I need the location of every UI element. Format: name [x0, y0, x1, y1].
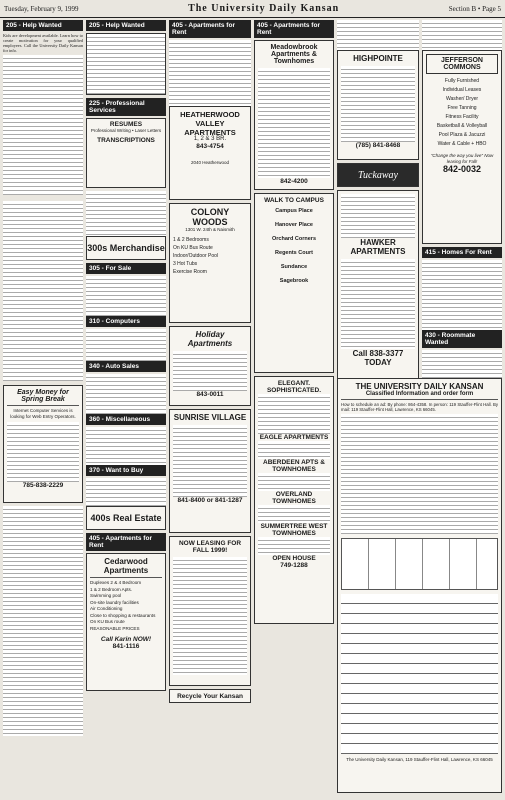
feature-item: Duplexes 2 & 4 Bedroom	[90, 580, 142, 585]
ad-phone: Call 838-3377 TODAY	[352, 349, 404, 367]
masthead-date: Tuesday, February 9, 1999	[4, 4, 79, 13]
highpointe-ad	[337, 50, 419, 160]
section-heading: 205 - Help Wanted	[86, 20, 166, 31]
hawker-ad	[337, 190, 419, 380]
masthead-section: Section B • Page 5	[448, 4, 501, 13]
section-heading: 430 - Roommate Wanted	[422, 330, 502, 348]
ad-phone: 841-8400 or 841-1287	[177, 497, 243, 504]
ad-title: HIGHPOINTE	[353, 54, 403, 63]
section-heading: 305 - For Sale	[86, 263, 166, 274]
feature-item: Air Conditioning	[90, 606, 123, 611]
property-name: Campus Place	[275, 208, 313, 214]
jefferson-features	[426, 77, 498, 149]
ad-phone: 841-1116	[112, 643, 140, 650]
column-5	[337, 20, 419, 383]
section-heading: 310 - Computers	[86, 316, 166, 327]
sunrise-village-ad	[169, 409, 251, 533]
column-3	[169, 20, 251, 706]
now-leasing-ad	[169, 536, 251, 686]
ad-phone: 843-4754	[196, 142, 224, 150]
section-heading: 415 - Homes For Rent	[422, 247, 502, 258]
help-wanted-ad	[86, 33, 166, 95]
property-name: OVERLAND TOWNHOMES	[272, 491, 316, 505]
ad-subtitle: 1, 2 & 3 BR.	[193, 136, 227, 142]
property-name: ABERDEEN APTS & TOWNHOMES	[263, 459, 325, 473]
feature-item: 1 & 2 Bedrooms	[173, 236, 209, 243]
ad-title: JEFFERSON COMMONS	[426, 54, 498, 74]
feature-item: Swimming pool	[90, 593, 122, 598]
section-heading: 405 - Apartments for Rent	[86, 533, 166, 551]
order-form-lines[interactable]	[341, 594, 498, 754]
classified-text: Kids are development available. Learn how to create motivation for your qualified employees. Call the University Daily Kansan for info.	[3, 33, 83, 53]
ad-title: Holiday Apartments	[187, 330, 233, 348]
colony-features	[173, 236, 247, 276]
section-heading: 405 - Apartments for Rent	[254, 20, 334, 38]
banner-label: 300s Merchandise	[87, 243, 165, 253]
masthead-title: The University Daily Kansan	[188, 3, 340, 14]
walk-to-campus-ad	[254, 193, 334, 373]
column-4	[254, 20, 334, 627]
ad-title: RESUMES	[109, 121, 143, 128]
property-name: SUMMERTREE WEST TOWNHOMES	[260, 523, 328, 537]
ad-call: Call Karin NOW!	[100, 636, 152, 643]
feature-item: 3 Hot Tubs	[173, 260, 198, 267]
tuckaway-banner	[337, 163, 419, 187]
merchandise-banner	[86, 236, 166, 260]
classified-text-block	[3, 506, 83, 736]
meadowbrook-ad	[254, 40, 334, 190]
holiday-apartments-ad	[169, 326, 251, 406]
feature-item: Fitness Facility	[445, 114, 479, 120]
property-name: Hanover Place	[275, 222, 313, 228]
banner-label: 400s Real Estate	[90, 513, 162, 523]
feature-item: Fully Furnished	[444, 78, 480, 84]
ad-title: Easy Money for Spring Break	[17, 389, 69, 403]
ad-title: ELEGANT. SOPHISTICATED.	[266, 380, 322, 394]
ad-title: Cedarwood Apartments	[103, 557, 149, 575]
classified-text-block	[3, 55, 83, 195]
heatherwood-ad	[169, 106, 251, 200]
cedarwood-ad	[86, 553, 166, 691]
banner-label: Tuckaway	[358, 169, 398, 181]
feature-item: Basketball & Volleyball	[436, 123, 488, 129]
section-heading: 225 - Professional Services	[86, 98, 166, 116]
ad-title: NOW LEASING FOR FALL 1999!	[178, 540, 242, 554]
ad-phone: (785) 841-8468	[355, 142, 401, 149]
feature-item: Pool Plaza & Jacuzzi	[438, 132, 486, 138]
column-6	[422, 20, 502, 400]
feature-item: Washer/ Dryer	[445, 96, 479, 102]
masthead	[0, 0, 505, 18]
resumes-ad	[86, 118, 166, 188]
feature-item: On KU Bus Route	[173, 244, 213, 251]
feature-item: Exercise Room	[173, 268, 207, 275]
ad-phone: 843-0011	[196, 391, 224, 398]
form-instructions: How to schedule an ad: By phone: 864-4358. In person: 119 Stauffer-Flint Hall. By mail: 119 Stauffer-Flint Hall, Lawrence, KS 66045.	[341, 402, 498, 412]
feature-item: Individual Leases	[442, 87, 482, 93]
ad-title: WALK TO CAMPUS	[264, 197, 324, 204]
feature-item: REASONABLE PRICES	[90, 625, 140, 631]
form-title: Classified Information and order form	[365, 391, 474, 397]
feature-item: On KU Bus route	[90, 619, 125, 624]
feature-item: Water & Cable + HBO	[437, 141, 487, 147]
feature-item: On-site laundry facilities	[90, 599, 139, 605]
section-heading: 405 - Apartments for Rent	[169, 20, 251, 38]
column-2	[86, 20, 166, 694]
ad-address: 1301 W. 24th & Naismith	[185, 227, 235, 232]
cedarwood-features	[90, 580, 162, 632]
section-heading: 360 - Miscellaneous	[86, 414, 166, 425]
property-name: Orchard Corners	[271, 236, 316, 242]
ad-title: TRANSCRIPTIONS	[97, 136, 155, 144]
property-name: OPEN HOUSE	[272, 555, 316, 562]
section-heading: 205 - Help Wanted	[3, 20, 83, 31]
ad-title: Meadowbrook Apartments & Townhomes	[270, 44, 318, 65]
eagle-apartments-ad	[254, 376, 334, 624]
section-heading: 370 - Want to Buy	[86, 465, 166, 476]
classified-text-block	[3, 201, 83, 381]
feature-item: Indoor/Outdoor Pool	[173, 252, 219, 259]
jefferson-commons-ad	[422, 50, 502, 244]
property-name: Sundance	[280, 264, 308, 270]
property-name: Sagebrook	[279, 278, 309, 284]
ad-phone: 785-838-2229	[22, 482, 64, 489]
feature-item: Free Tanning	[447, 105, 477, 111]
feature-item: Close to shopping & restaurants	[90, 612, 156, 618]
banner-label: Recycle Your Kansan	[177, 692, 243, 700]
easy-money-ad	[3, 385, 83, 503]
form-masthead: THE UNIVERSITY DAILY KANSAN	[355, 382, 484, 391]
section-heading: 340 - Auto Sales	[86, 361, 166, 372]
column-1	[3, 20, 83, 736]
ad-phone: 842-4200	[280, 178, 308, 185]
property-list	[258, 204, 330, 288]
ad-title: SUNRISE VILLAGE	[173, 413, 247, 422]
ad-title: COLONY WOODS	[190, 207, 230, 227]
ad-title: HAWKER APARTMENTS	[350, 238, 406, 256]
ad-tagline: "Change the way you live" Now leasing for Fall!	[430, 153, 494, 164]
ad-title: HEATHERWOOD VALLEY APARTMENTS	[180, 110, 240, 137]
ad-address: 2040 Heatherwood	[190, 159, 230, 165]
real-estate-banner	[86, 506, 166, 530]
ad-subtitle: Internet Computer Services is looking for Web Entry Operators.	[10, 408, 76, 419]
rates-table	[341, 538, 498, 590]
ad-phone: 842-0032	[442, 164, 482, 174]
ad-subtitle: Professional Writing • Laser Letters	[90, 128, 162, 133]
recycle-banner	[169, 689, 251, 703]
form-footer: The University Daily Kansan, 119 Stauffer-Flint Hall, Lawrence, KS 66045	[346, 757, 493, 762]
classified-order-form	[337, 378, 502, 793]
colony-woods-ad	[169, 203, 251, 323]
property-name: EAGLE APARTMENTS	[259, 434, 329, 441]
ad-phone: 749-1288	[280, 562, 308, 569]
feature-item: 1 & 2 Bedroom Apts.	[90, 586, 133, 592]
property-name: Regents Court	[275, 250, 313, 256]
